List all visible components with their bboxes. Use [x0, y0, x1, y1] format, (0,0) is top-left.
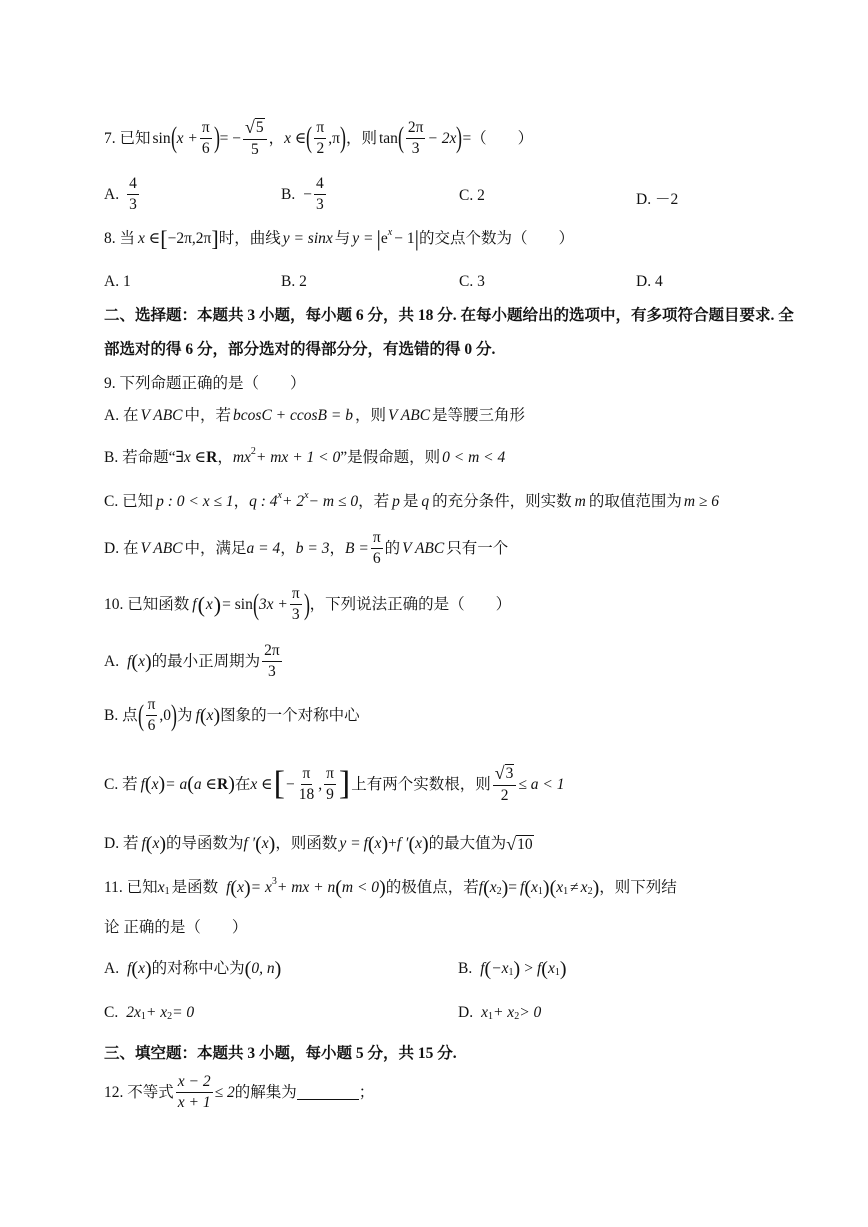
q9-stem: 9. 下列命题正确的是（ ）	[104, 375, 306, 392]
q9-option-d[interactable]: D. 在 V ABC 中，满足 a = 4 ， b = 3 ， B = $\frac{\pi}{6}$ 的 V ABC 只有一个	[104, 529, 509, 568]
q8-stem: 8. 当 x ∈ [ −2π,2π ] 时，曲线 y = sinx 与 y = | e $^x$ − 1 | 的交点个数为（ ）	[104, 226, 575, 251]
section3-heading: 三、填空题：本题共 3 小题，每小题 5 分，共 15 分.	[104, 1045, 457, 1062]
q8-option-c[interactable]: C. 3	[459, 273, 485, 290]
q10-option-a[interactable]: A. f ( x ) 的最小正周期为 $\frac{2\pi}{3}$	[104, 642, 280, 681]
q7-stem: 7. 已知 sin ( x + $\frac{\pi}{6}$ ) = − √ 5 5 ， x ∈ ( $\frac{\pi}{2}$ ,π ) ，则 tan ( $\frac{2\pi}{3}$ − 2x ) =（ ）	[104, 117, 534, 159]
q10-option-d[interactable]: D. 若 f ( x ) 的导函数为 f ′ ( x ) ，则函数 y = f ( x ) + f ′ ( x ) 的最大值为 √ 10	[104, 833, 533, 855]
pi-over-6: $\frac{\pi}{6}$	[201, 118, 210, 157]
q10-stem: 10. 已知函数 f ( x ) = sin ( 3x + $\frac{\pi}{3}$ ) ，下列说法正确的是（ ）	[104, 585, 512, 624]
section2-heading-line2: 部选对的得 6 分，部分选对的得部分分，有选错的得 0 分.	[104, 341, 496, 358]
q11-stem: 11. 已知 x $_1$ 是函数 f ( x ) = x $^3$ + mx + n ( m < 0 ) 的极值点，若 f ( x $_2$ ) = f ( x $_1$ ) ( x $_1$ ≠ x $_2$ ) ，则下列结	[104, 876, 677, 899]
q11-option-d[interactable]: D. x $_1$ + x $_2$ > 0	[458, 1004, 542, 1022]
q10-option-c[interactable]: C. 若 f ( x ) = a ( a ∈ R ) 在 x ∈ [ − $\frac{\pi}{18}$ , $\frac{\pi}{9}$ ] 上有两个实数根，则 √ 3 2 ≤ a < 1	[104, 763, 565, 805]
section2-heading-line1: 二、选择题：本题共 3 小题，每小题 6 分，共 18 分. 在每小题给出的选项中，有多项符合题目要求. 全	[104, 307, 794, 324]
q8-option-d[interactable]: D. 4	[636, 273, 663, 290]
q11-option-b[interactable]: B. f ( −x $_1$ ) > f ( x $_1$ )	[458, 958, 567, 980]
sqrt5-over-5: √ 5 5	[243, 118, 267, 159]
q9-option-c[interactable]: C. 已知 p : 0 < x ≤ 1 ， q : 4 $^x$ + 2 $^x$ − m ≤ 0 ，若 p 是 q 的充分条件，则实数 m 的取值范围为 m ≥ 6	[104, 489, 720, 510]
q11-option-c[interactable]: C. 2x $_1$ + x $_2$ = 0	[104, 1004, 195, 1022]
answer-blank[interactable]	[297, 1085, 359, 1100]
q9-option-a[interactable]: A. 在 V ABC 中，若 bcosC + ccosB = b ，则 V ABC 是等腰三角形	[104, 407, 526, 424]
q10-option-b[interactable]: B. 点 ( $\frac{\pi}{6}$ ,0 ) 为 f ( x ) 图象的一个对称中心	[104, 696, 360, 735]
q11-option-a[interactable]: A. f ( x ) 的对称中心为 ( 0, n )	[104, 958, 282, 980]
q12-stem: 12. 不等式 $\frac{x - 2}{x + 1}$ ≤ 2 的解集为 ；	[104, 1073, 375, 1112]
q7-option-a[interactable]: A. $\frac{4}{3}$	[104, 175, 137, 214]
q9-option-b[interactable]: B. 若命题“ ∃x ∈ R ， mx $^2$ + mx + 1 < 0 ”是假命题，则 0 < m < 4	[104, 445, 506, 466]
q8-option-a[interactable]: A. 1	[104, 273, 131, 290]
q7-option-d[interactable]: D. －2	[636, 191, 679, 208]
q7-option-b[interactable]: B. − $\frac{4}{3}$	[281, 175, 324, 214]
q8-option-b[interactable]: B. 2	[281, 273, 307, 290]
q11-stem-line2: 论 正确的是（ ）	[104, 919, 248, 936]
q7-option-c[interactable]: C. 2	[459, 187, 485, 204]
